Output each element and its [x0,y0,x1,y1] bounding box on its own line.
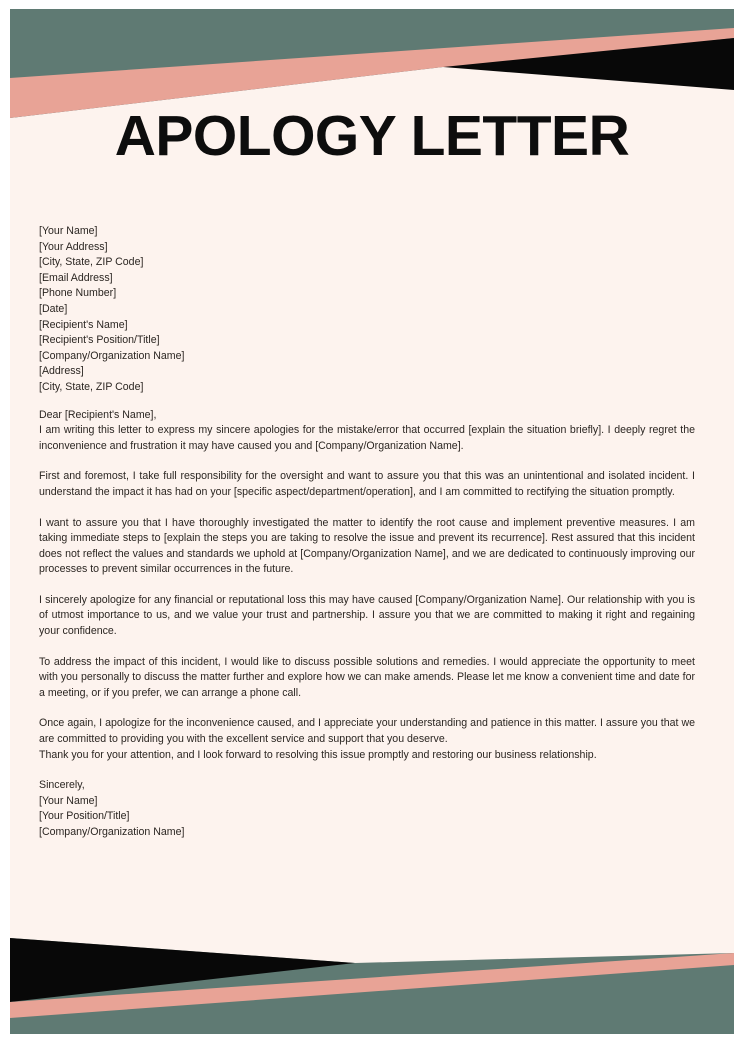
closing-line: [Company/Organization Name] [39,826,185,838]
paragraph-1: I am writing this letter to express my sincere apologies for the mistake/error that occurred [explain the situation briefly]. I deeply regret the inconvenience and frustration it may have caused you and [Company/Organization Name]. [39,424,695,452]
paragraph-3: I want to assure you that I have thoroughly investigated the matter to identify the root cause and implement preventive measures. I am taking immediate steps to [explain the steps you are taking to resolve the issue and prevent its recurrence]. Rest assured that this incident does not reflect the values and standards we uphold at [Company/Organization Name], and we are dedicated to continuously improving our processes to prevent similar occurrences in the future. [39,516,695,576]
spacer [39,763,695,778]
letter-body [39,224,695,841]
address-line: [Company/Organization Name] [39,349,185,362]
sender-recipient-block [39,224,695,396]
closing-block [39,778,695,840]
closing-line: [Your Name] [39,794,98,807]
spacer [39,396,695,408]
closing-line: [Your Position/Title] [39,810,130,823]
salutation: Dear [Recipient's Name], [39,408,157,421]
paragraph-5: To address the impact of this incident, I would like to discuss possible solutions and remedies. I would appreciate the opportunity to meet with you personally to discuss the matter further and explore how we can make amends. Please let me know a convenient time and date for a meeting, or if you prefer, we can arrange a phone call. [39,655,695,699]
page-title: APOLOGY LETTER [114,104,630,168]
address-line: [City, State, ZIP Code] [39,256,144,269]
address-line: [City, State, ZIP Code] [39,380,144,393]
address-line: [Email Address] [39,271,113,284]
paragraph-2: First and foremost, I take full responsibility for the oversight and want to assure you that this was an unintentional and isolated incident. I understand the impact it has had on your [specific aspect/department/operation], and I am committed to rectifying the situation promptly. [39,470,695,498]
paragraph-6: Once again, I apologize for the inconvenience caused, and I appreciate your understanding and patience in this matter. I assure you that we are committed to providing you with the excellent service and support that you deserve. [39,717,695,746]
spacer [39,640,695,655]
address-line: [Address] [39,365,84,378]
spacer [39,701,695,716]
address-line: [Recipient's Position/Title] [39,334,160,347]
address-line: [Date] [39,302,68,315]
address-line: [Your Name] [39,225,98,237]
address-line: [Phone Number] [39,287,117,300]
spacer [39,578,695,593]
spacer [39,501,695,516]
paragraph-4: I sincerely apologize for any financial or reputational loss this may have caused [Company/Organization Name]. Our relationship with you is of utmost importance to us, and we value your trust and partnership. I assure you that we are committed to making it right and regaining your confidence. [39,593,695,638]
address-line: [Recipient's Name] [39,318,128,331]
spacer [39,454,695,469]
paragraph-7: Thank you for your attention, and I look forward to resolving this issue promptly and restoring our business relationship. [39,748,597,761]
address-line: [Your Address] [39,240,108,253]
closing-line: Sincerely, [39,779,85,792]
